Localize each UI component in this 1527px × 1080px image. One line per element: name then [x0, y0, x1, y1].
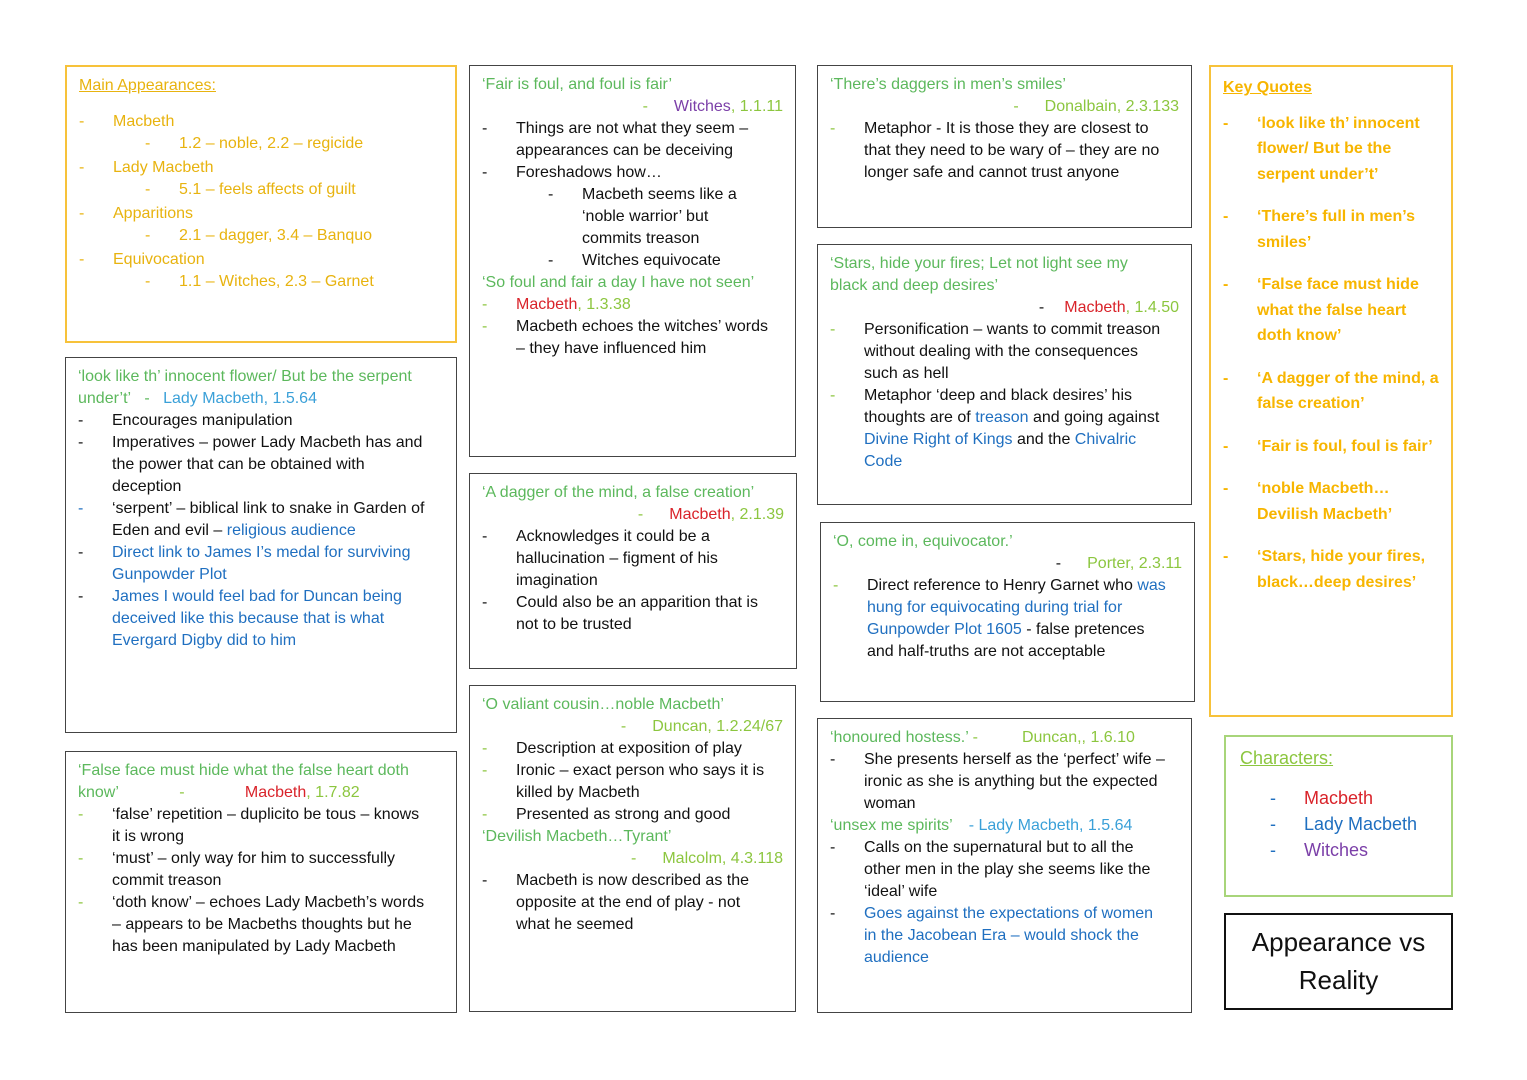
- list-item: - 5.1 – feels affects of guilt: [145, 181, 356, 198]
- list-item: - Encourages manipulation: [78, 412, 293, 429]
- list-item: - She presents herself as the ‘perfect’ wife – ironic as she is anything but the expected woman: [830, 751, 1165, 812]
- list-item: - Calls on the supernatural but to all the other men in the play she seems like the ‘ideal’ wife: [830, 839, 1151, 900]
- list-item: - Things are not what they seem – appearances can be deceiving: [482, 120, 749, 159]
- list-item: - Presented as strong and good: [482, 806, 731, 823]
- list-item: - ‘false’ repetition – duplicito be tous – knows it is wrong: [78, 806, 420, 845]
- list-item: - Personification – wants to commit treason without dealing with the consequences such as hell: [830, 321, 1161, 382]
- list-item: - 1.2 – noble, 2.2 – regicide: [145, 135, 364, 152]
- daggers-smiles-box: [817, 65, 1192, 228]
- list-item: - Witches: [1270, 840, 1369, 860]
- list-item: - Macbeth is now described as the opposite at the end of play - not what he seemed: [482, 872, 750, 933]
- fair-is-foul-box: [469, 65, 796, 457]
- characters-box: [1224, 735, 1453, 897]
- quote-ref-line: ‘honoured hostess.’ - Duncan,, 1.6.10: [830, 729, 1135, 746]
- list-item: - James I would feel bad for Duncan being deceived like this because that is what Evergard Digby did to him: [78, 588, 402, 649]
- list-item: - 1.1 – Witches, 2.3 – Garnet: [145, 273, 374, 290]
- list-item: - Lady Macbeth: [79, 159, 214, 176]
- quote-ref: - Porter, 2.3.11: [1055, 555, 1182, 572]
- quote: ‘O, come in, equivocator.’: [833, 533, 1013, 550]
- key-quote: - ‘Fair is foul, foul is fair’: [1223, 437, 1433, 455]
- quote: ‘False face must hide what the false heart doth: [78, 762, 409, 779]
- quote-ref: - Witches, 1.1.11: [642, 98, 783, 115]
- list-item: - Apparitions: [79, 205, 194, 222]
- main-appearances-title: Main Appearances:: [79, 77, 216, 94]
- list-item: - ‘must’ – only way for him to successfully commit treason: [78, 850, 396, 889]
- quote-ref-line: know’ - Macbeth, 1.7.82: [78, 784, 360, 801]
- quote: ‘There’s daggers in men’s smiles’: [830, 76, 1066, 93]
- theme-line: Appearance vs: [1251, 927, 1426, 957]
- quote: ‘Devilish Macbeth…Tyrant’: [482, 828, 672, 845]
- list-item: - Metaphor ‘deep and black desires’ his thoughts are of treason and going against Divine Right of Kings and the Chivalric Code: [830, 387, 1160, 470]
- list-item: - Foreshadows how…: [482, 164, 662, 181]
- serpent-quote-box: [65, 357, 457, 733]
- list-item: - Witches equivocate: [548, 252, 721, 269]
- quote: ‘Stars, hide your fires; Let not light see my black and deep desires’: [830, 255, 1128, 294]
- list-item: - ‘doth know’ – echoes Lady Macbeth’s words – appears to be Macbeths thoughts but he has been manipulated by Lady Macbeth: [78, 894, 425, 955]
- list-item: - 2.1 – dagger, 3.4 – Banquo: [145, 227, 373, 244]
- key-quote: - ‘A dagger of the mind, a false creation’: [1223, 369, 1439, 412]
- characters-title: Characters:: [1240, 748, 1334, 768]
- quote-ref: - Macbeth, 1.4.50: [1038, 299, 1179, 316]
- list-item: - Ironic – exact person who says it is killed by Macbeth: [482, 762, 765, 801]
- quote-ref-line: under’t’ - Lady Macbeth, 1.5.64: [78, 390, 317, 407]
- key-quote: - ‘Stars, hide your fires, black…deep desires’: [1223, 548, 1426, 591]
- honoured-hostess-box: [817, 718, 1192, 1013]
- quote-ref: - Malcolm, 4.3.118: [631, 850, 783, 867]
- key-quotes-title: Key Quotes: [1223, 79, 1312, 96]
- key-quote: - ‘noble Macbeth… Devilish Macbeth’: [1223, 480, 1393, 523]
- quote: ‘Fair is foul, and foul is fair’: [482, 76, 672, 93]
- false-face-box: [65, 751, 457, 1013]
- quote: ‘O valiant cousin…noble Macbeth’: [482, 696, 724, 713]
- quote-ref: - Donalbain, 2.3.133: [1013, 98, 1179, 115]
- quote-ref: - Macbeth, 2.1.39: [637, 506, 784, 523]
- quote: ‘So foul and fair a day I have not seen’: [482, 274, 755, 291]
- key-quote: - ‘False face must hide what the false heart doth know’: [1223, 276, 1419, 344]
- list-item: - Macbeth seems like a ‘noble warrior’ but commits treason: [548, 186, 737, 247]
- list-item: - Acknowledges it could be a hallucination – figment of his imagination: [482, 528, 718, 589]
- list-item: - Description at exposition of play: [482, 740, 742, 757]
- quote-ref-line: ‘unsex me spirits’ - Lady Macbeth, 1.5.64: [830, 817, 1133, 834]
- main-appearances-box: [65, 65, 457, 343]
- equivocator-box: [820, 522, 1195, 702]
- list-item: - ‘serpent’ – biblical link to snake in Garden of Eden and evil – religious audience: [78, 500, 425, 539]
- list-item: - Direct reference to Henry Garnet who was hung for equivocating during trial for Gunpowder Plot 1605 - false pretences and half-truths are not acceptable: [833, 577, 1166, 660]
- list-item: - Lady Macbeth: [1270, 814, 1418, 834]
- dagger-box: [469, 473, 797, 669]
- key-quote: - ‘There’s full in men’s smiles’: [1223, 208, 1415, 251]
- key-quotes-box: [1209, 65, 1453, 717]
- list-item: - Macbeth: [1270, 788, 1374, 808]
- list-item: - Macbeth: [79, 113, 175, 130]
- list-item: - Imperatives – power Lady Macbeth has and the power that can be obtained with deception: [78, 434, 423, 495]
- theme-line: Reality: [1298, 965, 1379, 995]
- list-item: - Direct link to James I’s medal for surviving Gunpowder Plot: [78, 544, 411, 583]
- quote: ‘look like th’ innocent flower/ But be the serpent: [78, 368, 412, 385]
- list-item: - Macbeth echoes the witches’ words – they have influenced him: [482, 318, 768, 357]
- stars-box: [817, 244, 1192, 505]
- list-item: - Equivocation: [79, 251, 205, 268]
- quote-ref: - Macbeth, 1.3.38: [482, 296, 631, 313]
- valiant-cousin-box: [469, 685, 796, 1012]
- list-item: - Could also be an apparition that is not to be trusted: [482, 594, 758, 633]
- list-item: - Goes against the expectations of women in the Jacobean Era – would shock the audience: [830, 905, 1154, 966]
- quote: ‘A dagger of the mind, a false creation’: [482, 484, 755, 501]
- theme-title-box: [1224, 913, 1453, 1010]
- key-quote: - ‘look like th’ innocent flower/ But be the serpent under’t’: [1223, 114, 1420, 183]
- list-item: - Metaphor - It is those they are closest to that they need to be wary of – they are no longer safe and cannot trust anyone: [830, 120, 1160, 181]
- quote-ref: - Duncan, 1.2.24/67: [620, 718, 783, 735]
